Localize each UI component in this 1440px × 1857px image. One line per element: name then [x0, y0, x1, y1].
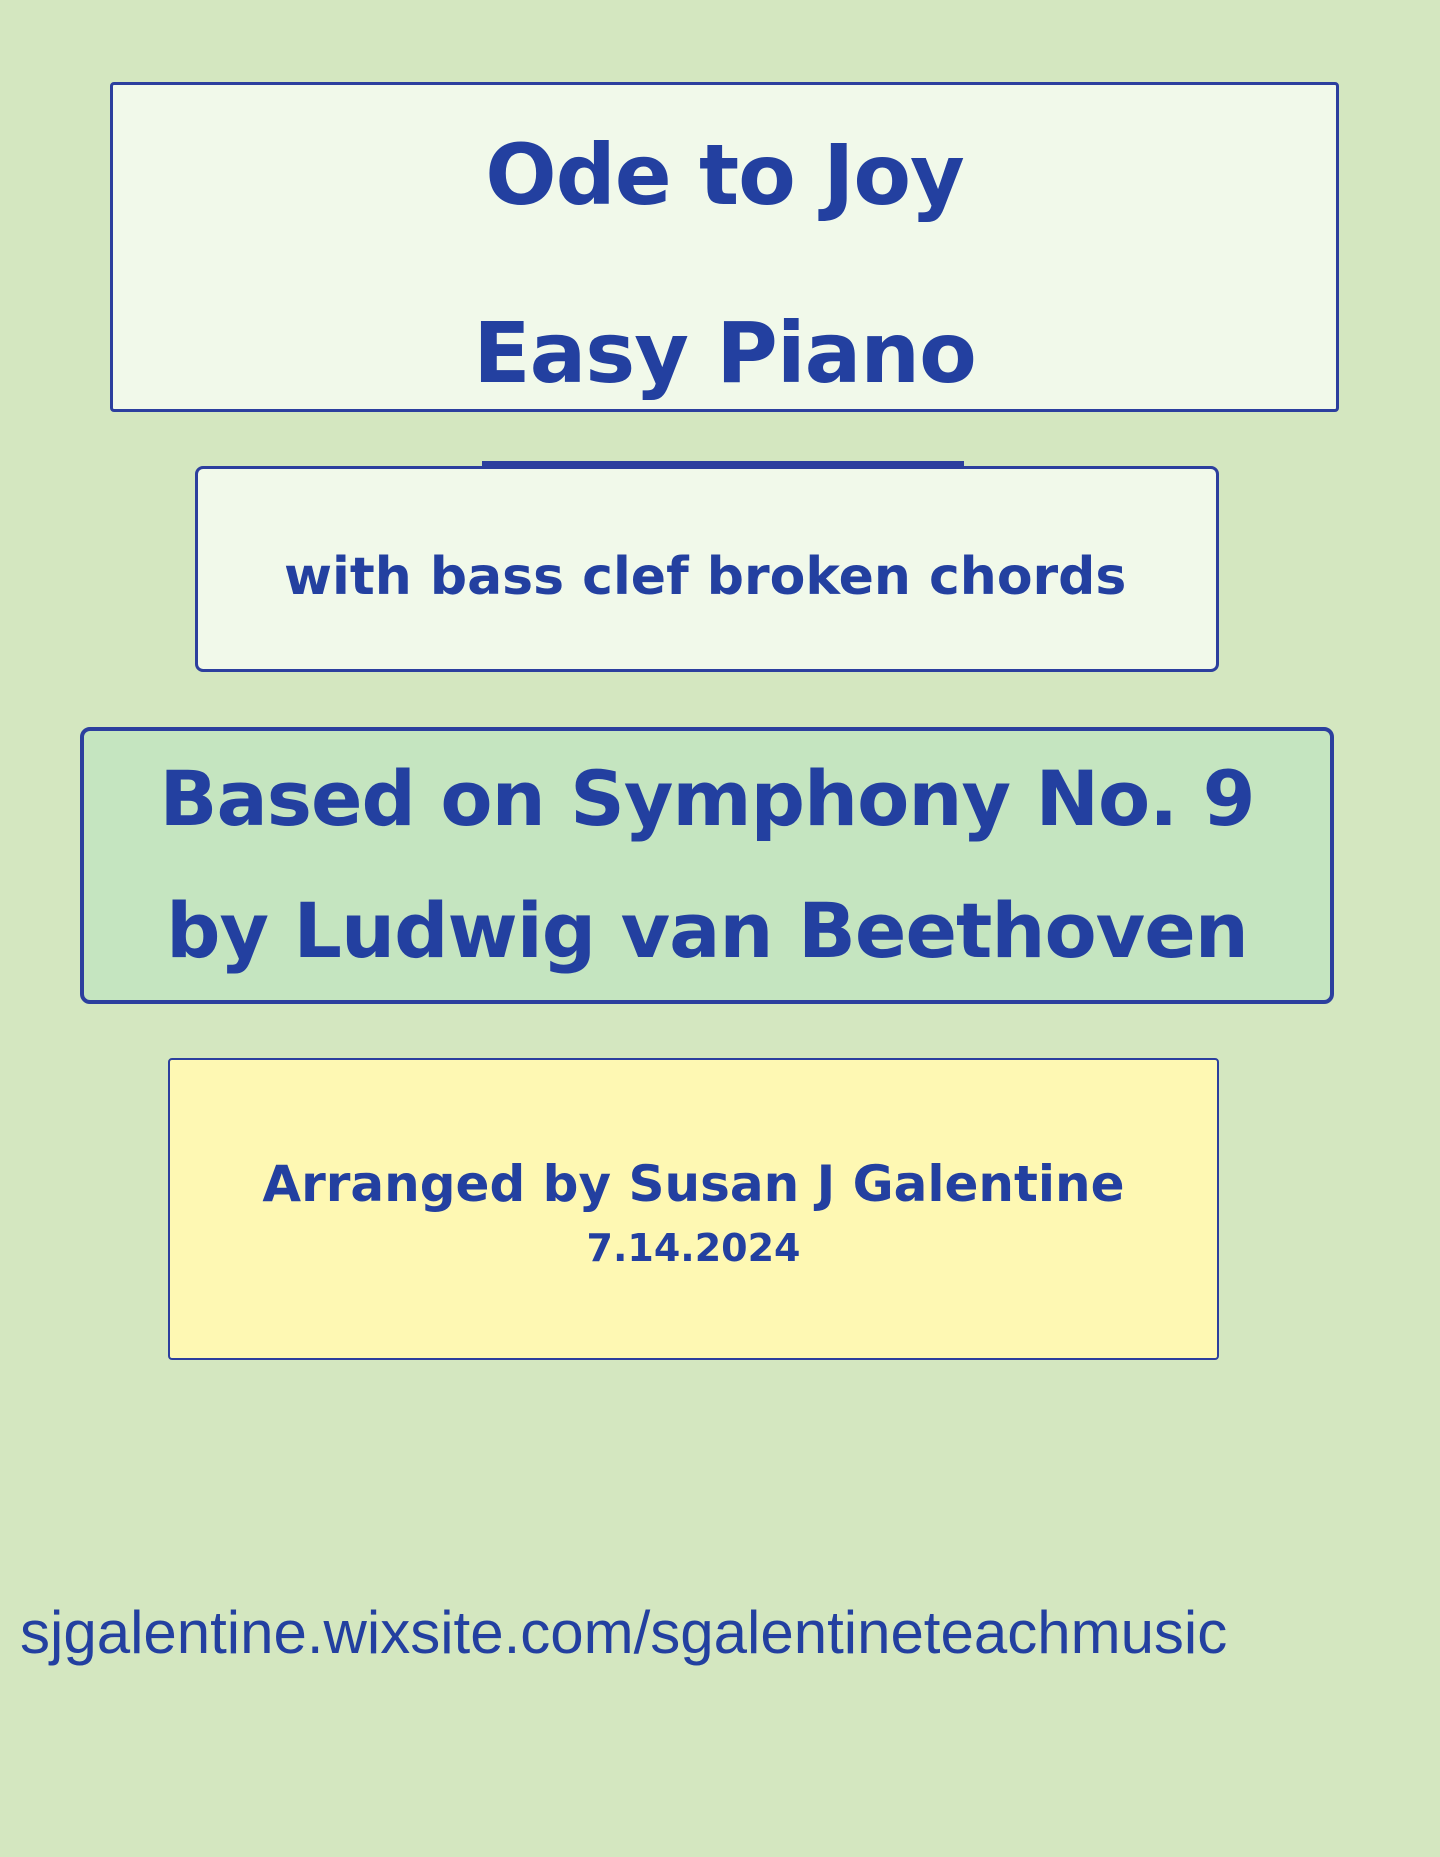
composer-line: by Ludwig van Beethoven: [166, 886, 1248, 975]
based-on-line: Based on Symphony No. 9: [159, 754, 1255, 843]
subtitle-box: [195, 466, 1219, 672]
subtitle-text: with bass clef broken chords: [284, 547, 1127, 607]
arranger-box: [168, 1058, 1219, 1360]
arranger-text: Arranged by Susan J Galentine: [262, 1155, 1125, 1213]
composer-box: [80, 727, 1334, 1004]
website-link[interactable]: sjgalentine.wixsite.com/sgalentineteachmusic: [20, 1599, 1228, 1666]
title-line-1: Ode to Joy: [485, 126, 964, 224]
arrangement-date: 7.14.2024: [586, 1226, 801, 1270]
title-line-2: Easy Piano: [473, 304, 976, 402]
title-box: [110, 82, 1339, 412]
